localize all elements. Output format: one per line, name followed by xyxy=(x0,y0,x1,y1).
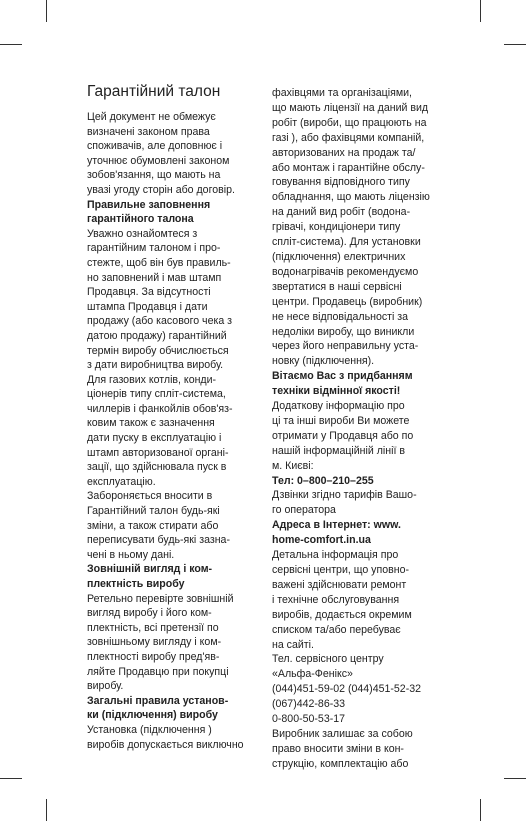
text-line: нашій інформаційній лінії в xyxy=(272,444,405,457)
text-line: газі ), або фахівцями компаній, xyxy=(272,131,425,144)
paragraph xyxy=(272,548,442,772)
text-line: грівачі, кондиціонери типу xyxy=(272,221,401,234)
text-line: плектність виробу xyxy=(87,578,185,590)
text-line: уточнює обумовлені законом xyxy=(87,154,230,167)
text-line: Правильне заповнення xyxy=(87,198,211,211)
text-line: чиллерів і фанкойлів обов'яз- xyxy=(87,402,233,415)
text-line: важені здійснювати ремонт xyxy=(272,578,407,591)
text-line: Ретельно перевірте зовнішній xyxy=(87,592,234,605)
text-line: Забороняється вносити в xyxy=(87,490,213,503)
text-line: через його неправильну уста- xyxy=(272,340,419,353)
text-line: на сайті. xyxy=(272,638,314,651)
text-line: штамп авторизованої органі- xyxy=(87,446,229,459)
text-line: ціонерів типу спліт-система, xyxy=(87,388,226,401)
page-title: Гарантійний талон xyxy=(87,83,221,100)
crop-mark-bottom-right xyxy=(480,799,481,821)
text-line: експлуатацію. xyxy=(87,475,156,488)
text-line: обладнання, що мають ліцензію xyxy=(272,191,430,204)
text-line: Загальні правила установ- xyxy=(87,694,229,707)
section-heading xyxy=(87,694,262,723)
text-line: звертатися в наші сервісні xyxy=(272,280,402,293)
text-line: зміни, а також стирати або xyxy=(87,519,219,532)
text-line: Продавця. За відсутності xyxy=(87,286,211,299)
text-line: визначені законом права xyxy=(87,125,210,138)
left-column-body xyxy=(87,110,262,752)
text-line: ляйте Продавцю при покупці xyxy=(87,665,229,678)
text-line: Уважно ознайомтеся з xyxy=(87,227,198,240)
text-line: зовнішньому вигляду і ком- xyxy=(87,636,222,649)
text-line: термін виробу обчислюється xyxy=(87,344,229,357)
text-line: новку (підключення). xyxy=(272,355,375,368)
text-line: отримати у Продавця або по xyxy=(272,429,414,442)
paragraph xyxy=(272,488,442,518)
text-line: го оператора xyxy=(272,504,336,517)
right-column-body xyxy=(272,86,442,772)
text-line: Тел. сервісного центру xyxy=(272,653,384,666)
text-line: сервісні центри, що уповно- xyxy=(272,564,409,576)
text-line: стежте, щоб він був правиль- xyxy=(87,256,231,269)
paragraph xyxy=(272,399,442,474)
paragraph xyxy=(272,86,442,369)
text-line: Виробник залишає за собою xyxy=(272,727,413,740)
section-heading xyxy=(87,198,262,227)
text-line: струкцію, комплектацію або xyxy=(272,757,409,770)
crop-mark-top-right-h xyxy=(504,44,526,45)
text-line: недоліки виробу, що виникли xyxy=(272,325,415,338)
text-line: не несе відповідальності за xyxy=(272,310,409,323)
paragraph xyxy=(87,723,262,752)
text-line: home-comfort.in.ua xyxy=(272,534,371,547)
text-line: робіт (вироби, що працюють на xyxy=(272,116,427,129)
text-line: з дати виробництва виробу. xyxy=(87,359,224,372)
paragraph xyxy=(87,592,262,694)
crop-mark-bottom-right-h xyxy=(504,778,526,779)
text-line: продажу (або касового чека з xyxy=(87,315,233,328)
crop-mark-top-left xyxy=(46,0,47,22)
text-line: Зовнішній вигляд і ком- xyxy=(87,563,213,576)
text-line: центри. Продавець (виробник) xyxy=(272,295,423,308)
text-line: 0-800-50-53-17 xyxy=(272,713,346,726)
text-line: водонагрівачів рекомендуємо xyxy=(272,265,419,278)
paragraph xyxy=(87,227,262,563)
text-line: Адреса в Інтернет: www. xyxy=(272,519,401,532)
text-line: но заповнений і мав штамп xyxy=(87,271,222,284)
text-line: право вносити зміни в кон- xyxy=(272,742,404,755)
text-line: ковим також є зазначення xyxy=(87,417,215,430)
text-line: м. Києві: xyxy=(272,459,314,472)
text-line: переписувати будь-які зазна- xyxy=(87,534,230,547)
text-line: спліт-система). Для установки xyxy=(272,236,421,249)
crop-mark-top-left-h xyxy=(0,44,22,45)
text-line: Детальна інформація про xyxy=(272,549,399,562)
text-line: плектності виробу пред'яв- xyxy=(87,650,220,663)
section-heading xyxy=(272,369,442,399)
text-line: (044)451-59-02 (044)451-52-32 xyxy=(272,683,422,696)
text-line: виробів, додається окремим xyxy=(272,608,412,621)
text-line: на даний вид робіт (водона- xyxy=(272,206,411,219)
text-line: Вітаємо Вас з придбанням xyxy=(272,370,413,383)
text-line: виробу. xyxy=(87,680,124,693)
text-line: авторизованих на продаж та/ xyxy=(272,146,416,159)
text-line: говування відповідного типу xyxy=(272,176,410,189)
text-line: що мають ліцензії на даний вид xyxy=(272,101,429,114)
text-line: плектність, всі претензії по xyxy=(87,621,219,634)
text-line: Цей документ не обмежує xyxy=(87,111,216,123)
left-column xyxy=(87,82,262,752)
text-line: Для газових котлів, конди- xyxy=(87,373,217,386)
text-line: зації, що здійснювала пуск в xyxy=(87,461,227,474)
text-line: дати пуску в експлуатацію і xyxy=(87,432,222,445)
text-line: виробів допускається виключно xyxy=(87,738,244,751)
text-line: Додаткову інформацію про xyxy=(272,400,405,413)
section-heading xyxy=(272,518,442,548)
text-line: Гарантійний талон будь-які xyxy=(87,505,220,518)
text-line: гарантійного талона xyxy=(87,213,194,226)
text-line: списком та/або перебуває xyxy=(272,623,401,636)
text-line: або монтаж і гарантійне обслу- xyxy=(272,161,425,174)
text-line: (067)442-86-33 xyxy=(272,698,346,711)
crop-mark-bottom-left-h xyxy=(0,778,22,779)
text-line: (підключення) електричних xyxy=(272,250,406,263)
text-line: гарантійним талоном і про- xyxy=(87,242,221,255)
crop-mark-bottom-left xyxy=(46,799,47,821)
text-line: Дзвінки згідно тарифів Вашо- xyxy=(272,489,417,502)
text-line: техніки відмінної якості! xyxy=(272,385,401,398)
text-line: ці та інші вироби Ви можете xyxy=(272,414,410,427)
text-line: Тел: 0–800–210–255 xyxy=(272,474,374,487)
section-heading xyxy=(87,562,262,591)
text-line: вигляд виробу і його ком- xyxy=(87,607,212,620)
section-heading xyxy=(272,474,442,489)
right-column xyxy=(272,86,442,772)
text-line: «Альфа-Фенікс» xyxy=(272,668,353,681)
text-line: споживачів, але доповнює і xyxy=(87,140,223,153)
text-line: зобов'язання, що мають на xyxy=(87,169,221,182)
text-line: увазі угоду сторін або договір. xyxy=(87,183,235,196)
crop-mark-top-right xyxy=(480,0,481,22)
text-line: ки (підключення) виробу xyxy=(87,709,218,722)
text-line: чені в ньому дані. xyxy=(87,548,175,561)
text-line: фахівцями та організаціями, xyxy=(272,87,412,99)
paragraph xyxy=(87,110,262,198)
text-line: і технічне обслуговування xyxy=(272,593,400,606)
text-line: Установка (підключення ) xyxy=(87,723,212,736)
text-line: штампа Продавця і дати xyxy=(87,300,208,313)
text-line: датою продажу) гарантійний xyxy=(87,329,227,342)
